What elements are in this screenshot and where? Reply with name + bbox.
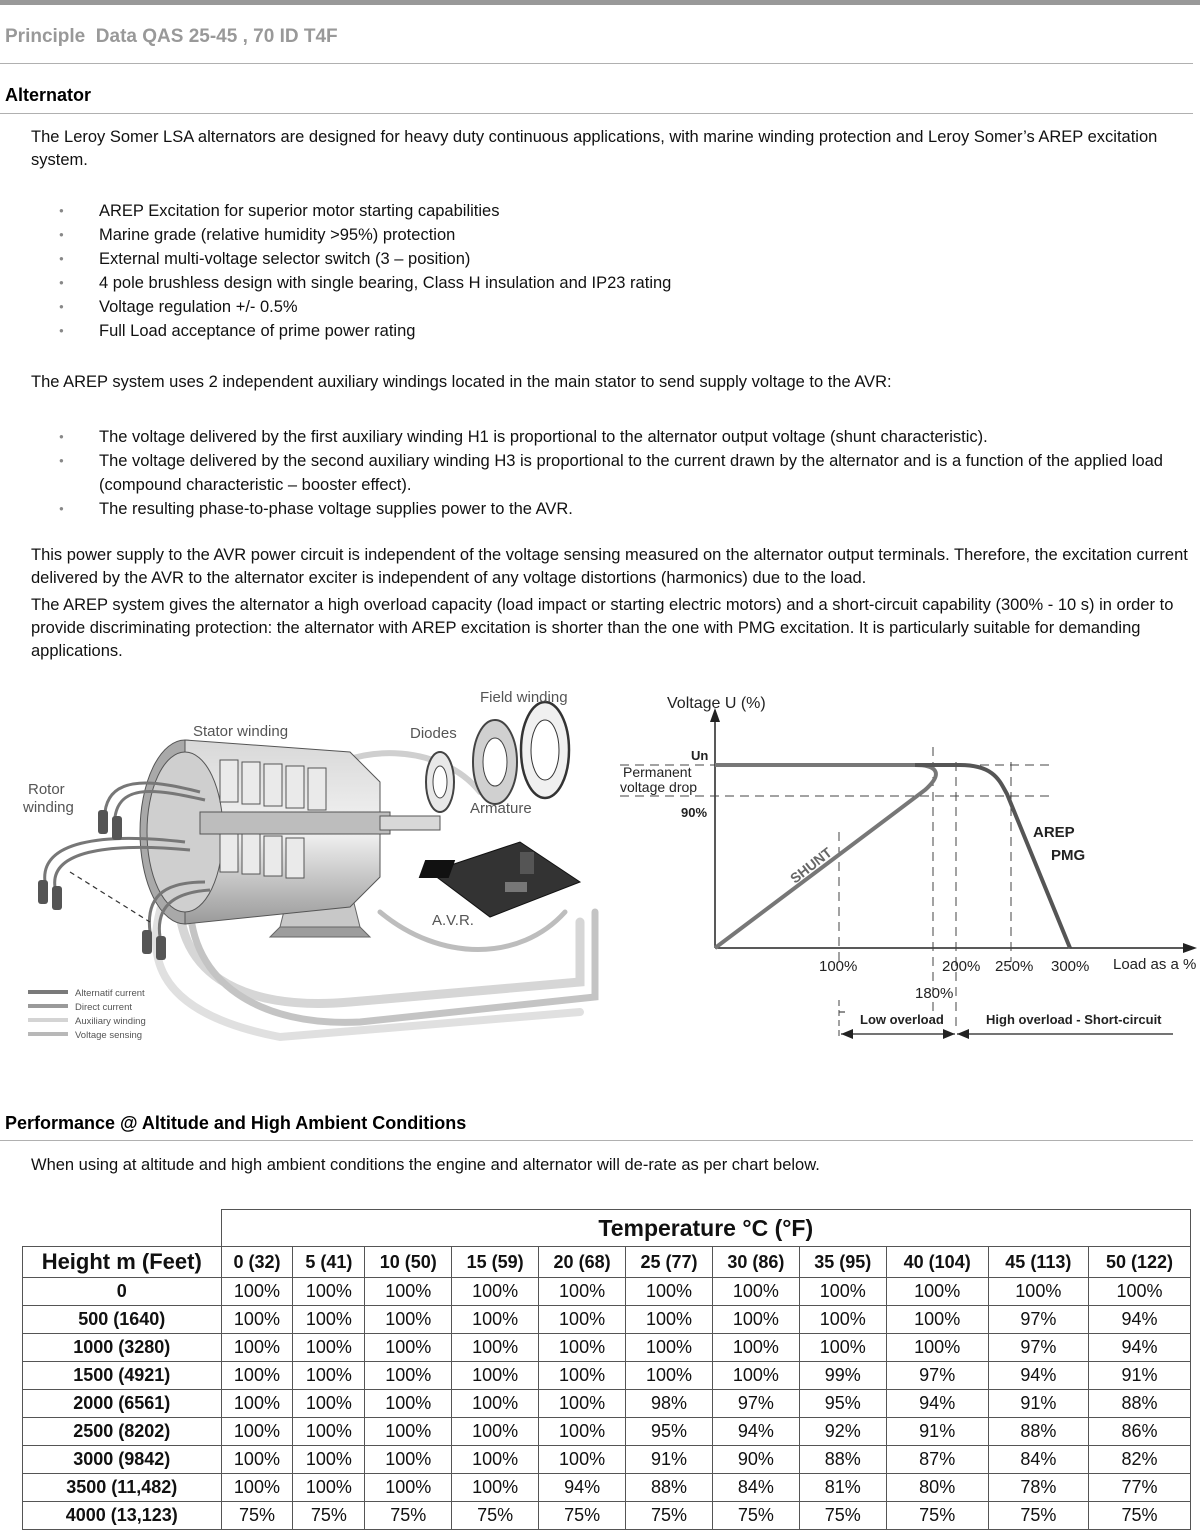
derate-value-cell: 100%: [452, 1306, 539, 1334]
feature-item: ● Full Load acceptance of prime power rating: [31, 319, 1191, 343]
derate-value-cell: 100%: [712, 1362, 799, 1390]
derate-value-cell: 88%: [988, 1418, 1088, 1446]
derate-value-cell: 94%: [886, 1390, 988, 1418]
derate-value-cell: 94%: [988, 1362, 1088, 1390]
temperature-column-header: 40 (104): [886, 1247, 988, 1278]
stator-housing: [140, 740, 440, 924]
derate-value-cell: 78%: [988, 1474, 1088, 1502]
height-cell: 1500 (4921): [23, 1362, 222, 1390]
performance-intro: When using at altitude and high ambient conditions the engine and alternator will de-rate as per chart below.: [31, 1156, 820, 1174]
temperature-column-header: 10 (50): [365, 1247, 452, 1278]
legend-direct: Direct current: [75, 1002, 133, 1013]
table-row: [23, 1362, 1191, 1390]
derate-value-cell: 100%: [988, 1278, 1088, 1306]
derate-value-cell: 97%: [712, 1390, 799, 1418]
derate-value-cell: 100%: [539, 1334, 626, 1362]
x-axis-label: Load as a %: [1113, 956, 1197, 973]
derate-value-cell: 100%: [452, 1362, 539, 1390]
derate-value-cell: 100%: [626, 1306, 713, 1334]
derate-value-cell: 75%: [626, 1502, 713, 1530]
table-row: [23, 1502, 1191, 1530]
derate-value-cell: 77%: [1089, 1474, 1191, 1502]
legend-sensing: Voltage sensing: [75, 1030, 143, 1041]
derate-value-cell: 87%: [886, 1446, 988, 1474]
height-cell: 3000 (9842): [23, 1446, 222, 1474]
height-cell: 0: [23, 1278, 222, 1306]
derate-value-cell: 92%: [799, 1418, 886, 1446]
table-row: [23, 1306, 1191, 1334]
derate-value-cell: 91%: [988, 1390, 1088, 1418]
derate-value-cell: 100%: [452, 1446, 539, 1474]
table-row: [23, 1418, 1191, 1446]
zone-low-arrowhead-left: [841, 1029, 853, 1039]
derate-value-cell: 91%: [886, 1418, 988, 1446]
derate-value-cell: 100%: [293, 1390, 365, 1418]
height-cell: 2500 (8202): [23, 1418, 222, 1446]
derate-value-cell: 100%: [452, 1418, 539, 1446]
alternator-intro: The Leroy Somer LSA alternators are designed for heavy duty continuous applications, with marine winding protection and Leroy Somer’s AREP excitation system.: [31, 128, 1158, 169]
derate-value-cell: 100%: [221, 1306, 293, 1334]
derate-value-cell: 94%: [1089, 1334, 1191, 1362]
derate-value-cell: 100%: [626, 1278, 713, 1306]
feature-item: ● AREP Excitation for superior motor starting capabilities: [31, 199, 1191, 223]
voltage-load-chart: [615, 682, 1200, 1042]
derate-value-cell: 75%: [539, 1502, 626, 1530]
feature-item: ● External multi-voltage selector switch (3 – position): [31, 247, 1191, 271]
label-armature: Armature: [470, 800, 532, 817]
temperature-column-header: 5 (41): [293, 1247, 365, 1278]
zone-high-label: High overload - Short-circuit: [986, 1012, 1162, 1027]
temperature-column-header: 45 (113): [988, 1247, 1088, 1278]
derate-value-cell: 100%: [799, 1334, 886, 1362]
legend-alternating: Alternatif current: [75, 988, 145, 999]
derate-value-cell: 100%: [293, 1306, 365, 1334]
armature: [473, 720, 517, 804]
derate-value-cell: 91%: [626, 1446, 713, 1474]
derate-table: [22, 1209, 1191, 1530]
legend-auxiliary: Auxiliary winding: [75, 1016, 146, 1027]
zone-high-arrowhead: [957, 1029, 969, 1039]
feature-item: ● Voltage regulation +/- 0.5%: [31, 295, 1191, 319]
temperature-column-header: 35 (95): [799, 1247, 886, 1278]
derate-value-cell: 100%: [293, 1278, 365, 1306]
top-border: [0, 0, 1200, 5]
temperature-header: Temperature °C (°F): [221, 1210, 1191, 1247]
derate-value-cell: 100%: [452, 1278, 539, 1306]
table-row: [23, 1334, 1191, 1362]
alternator-diagram: [20, 682, 600, 1047]
derate-value-cell: 100%: [293, 1474, 365, 1502]
derate-value-cell: 100%: [539, 1418, 626, 1446]
derate-value-cell: 75%: [221, 1502, 293, 1530]
height-cell: 2000 (6561): [23, 1390, 222, 1418]
derate-value-cell: 100%: [293, 1446, 365, 1474]
derate-value-cell: 94%: [712, 1418, 799, 1446]
y-tick-permanent: Permanent: [623, 764, 692, 780]
title-divider: [0, 63, 1193, 64]
derate-value-cell: 100%: [365, 1278, 452, 1306]
arep-label: AREP: [1033, 824, 1075, 841]
derate-value-cell: 100%: [365, 1362, 452, 1390]
height-cell: 500 (1640): [23, 1306, 222, 1334]
derate-value-cell: 100%: [712, 1334, 799, 1362]
temperature-column-header: 30 (86): [712, 1247, 799, 1278]
derate-value-cell: 75%: [988, 1502, 1088, 1530]
derate-value-cell: 100%: [221, 1278, 293, 1306]
derate-value-cell: 95%: [799, 1390, 886, 1418]
derate-value-cell: 100%: [886, 1306, 988, 1334]
derate-value-cell: 100%: [539, 1362, 626, 1390]
temperature-column-header: 15 (59): [452, 1247, 539, 1278]
height-cell: 1000 (3280): [23, 1334, 222, 1362]
pmg-label: PMG: [1051, 847, 1086, 864]
derate-value-cell: 97%: [886, 1362, 988, 1390]
derate-value-cell: 100%: [452, 1390, 539, 1418]
derate-value-cell: 75%: [293, 1502, 365, 1530]
arep-pmg-curve: [915, 765, 1070, 948]
diagram-legend: [28, 988, 146, 1041]
derate-value-cell: 94%: [539, 1474, 626, 1502]
derate-value-cell: 100%: [221, 1446, 293, 1474]
feature-item: ● Marine grade (relative humidity >95%) protection: [31, 223, 1191, 247]
temperature-column-header: 20 (68): [539, 1247, 626, 1278]
derate-value-cell: 100%: [365, 1474, 452, 1502]
derate-value-cell: 100%: [886, 1334, 988, 1362]
zone-low-arrowhead-right: [943, 1029, 955, 1039]
table-row: [23, 1390, 1191, 1418]
label-field-winding: Field winding: [480, 689, 568, 706]
arep-points-list: [31, 425, 1191, 521]
derate-value-cell: 100%: [712, 1278, 799, 1306]
arep-intro: The AREP system uses 2 independent auxiliary windings located in the main stator to send supply voltage to the AVR:: [31, 373, 892, 391]
derate-value-cell: 100%: [886, 1278, 988, 1306]
arep-point-item: ● The voltage delivered by the first auxiliary winding H1 is proportional to the alternator output voltage (shunt characteristic).: [31, 425, 1191, 449]
label-winding: winding: [23, 799, 74, 816]
x-tick-180: 180%: [915, 985, 954, 1002]
derate-value-cell: 100%: [221, 1362, 293, 1390]
derate-value-cell: 81%: [799, 1474, 886, 1502]
derate-value-cell: 100%: [452, 1334, 539, 1362]
x-axis-arrow: [1183, 943, 1197, 953]
alternator-divider: [0, 113, 1193, 114]
feature-item: ● 4 pole brushless design with single bearing, Class H insulation and IP23 rating: [31, 271, 1191, 295]
height-cell: 4000 (13,123): [23, 1502, 222, 1530]
table-row: [23, 1474, 1191, 1502]
derate-value-cell: 100%: [539, 1278, 626, 1306]
derate-value-cell: 100%: [365, 1418, 452, 1446]
derate-value-cell: 88%: [626, 1474, 713, 1502]
derate-value-cell: 100%: [539, 1446, 626, 1474]
derate-value-cell: 86%: [1089, 1418, 1191, 1446]
derate-value-cell: 100%: [799, 1278, 886, 1306]
field-winding: [521, 702, 569, 798]
power-paragraph: This power supply to the AVR power circuit is independent of the voltage sensing measured on the alternator output terminals. Therefore, the excitation current delivered by the AVR to the alternator exciter is independent of any voltage distortions (harmonics) due to the load.: [31, 546, 1188, 587]
x-tick-100: 100%: [819, 958, 858, 975]
derate-value-cell: 82%: [1089, 1446, 1191, 1474]
performance-divider: [0, 1140, 1193, 1141]
derate-value-cell: 75%: [799, 1502, 886, 1530]
column-header-row: [23, 1247, 1191, 1278]
derate-value-cell: 84%: [988, 1446, 1088, 1474]
derate-value-cell: 75%: [712, 1502, 799, 1530]
height-header: Height m (Feet): [23, 1247, 222, 1278]
derate-value-cell: 100%: [365, 1334, 452, 1362]
derate-value-cell: 100%: [221, 1334, 293, 1362]
arep-point-item: ● The resulting phase-to-phase voltage supplies power to the AVR.: [31, 497, 1191, 521]
label-diodes: Diodes: [410, 725, 457, 742]
temperature-header-row: [23, 1210, 1191, 1247]
derate-value-cell: 97%: [988, 1306, 1088, 1334]
derate-value-cell: 100%: [221, 1474, 293, 1502]
derate-value-cell: 91%: [1089, 1362, 1191, 1390]
derate-value-cell: 88%: [1089, 1390, 1191, 1418]
y-tick-90: 90%: [681, 805, 708, 820]
derate-value-cell: 100%: [293, 1334, 365, 1362]
derate-value-cell: 84%: [712, 1474, 799, 1502]
derate-value-cell: 99%: [799, 1362, 886, 1390]
derate-value-cell: 100%: [452, 1474, 539, 1502]
derate-value-cell: 80%: [886, 1474, 988, 1502]
label-stator-winding: Stator winding: [193, 723, 289, 740]
x-tick-300: 300%: [1051, 958, 1090, 975]
label-rotor: Rotor: [28, 781, 65, 798]
height-cell: 3500 (11,482): [23, 1474, 222, 1502]
derate-value-cell: 100%: [626, 1334, 713, 1362]
derate-value-cell: 100%: [799, 1306, 886, 1334]
derate-value-cell: 75%: [1089, 1502, 1191, 1530]
derate-value-cell: 97%: [988, 1334, 1088, 1362]
table-corner: [23, 1210, 222, 1247]
derate-value-cell: 90%: [712, 1446, 799, 1474]
derate-value-cell: 100%: [365, 1306, 452, 1334]
x-tick-250: 250%: [995, 958, 1034, 975]
derate-value-cell: 75%: [365, 1502, 452, 1530]
derate-value-cell: 100%: [221, 1418, 293, 1446]
derate-value-cell: 100%: [365, 1390, 452, 1418]
derate-value-cell: 100%: [712, 1306, 799, 1334]
derate-value-cell: 100%: [539, 1390, 626, 1418]
derate-value-cell: 95%: [626, 1418, 713, 1446]
arep-point-item: ● The voltage delivered by the second auxiliary winding H3 is proportional to the current drawn by the alternator and is a function of the applied load (compound characteristic – booster effect).: [31, 449, 1191, 497]
derate-value-cell: 100%: [293, 1362, 365, 1390]
derate-value-cell: 100%: [365, 1446, 452, 1474]
derate-value-cell: 100%: [539, 1306, 626, 1334]
zone-low-label: Low overload: [860, 1012, 944, 1027]
y-tick-voltage-drop: voltage drop: [620, 779, 698, 795]
derate-value-cell: 75%: [886, 1502, 988, 1530]
x-tick-200: 200%: [942, 958, 981, 975]
table-row: [23, 1446, 1191, 1474]
overload-paragraph: The AREP system gives the alternator a high overload capacity (load impact or starting electric motors) and a short-circuit capability (300% - 10 s) in order to provide discriminating protection: the alternator with AREP excitation is shorter than the one with PMG excitation. It is particularly suitable for demanding applications.: [31, 596, 1174, 660]
temperature-column-header: 0 (32): [221, 1247, 293, 1278]
diodes-ring: [426, 752, 454, 812]
temperature-column-header: 25 (77): [626, 1247, 713, 1278]
derate-value-cell: 98%: [626, 1390, 713, 1418]
avr-board: [419, 842, 580, 917]
derate-value-cell: 100%: [1089, 1278, 1191, 1306]
table-row: [23, 1278, 1191, 1306]
derate-value-cell: 94%: [1089, 1306, 1191, 1334]
performance-heading: Performance @ Altitude and High Ambient Conditions: [5, 1113, 467, 1133]
label-avr: A.V.R.: [432, 912, 474, 929]
derate-value-cell: 100%: [293, 1418, 365, 1446]
derate-value-cell: 88%: [799, 1446, 886, 1474]
shunt-label: SHUNT: [786, 844, 835, 887]
derate-value-cell: 75%: [452, 1502, 539, 1530]
features-list: [31, 199, 1191, 343]
y-tick-un: Un: [691, 748, 709, 763]
y-axis-label: Voltage U (%): [667, 695, 766, 712]
derate-value-cell: 100%: [626, 1362, 713, 1390]
derate-value-cell: 100%: [221, 1390, 293, 1418]
alternator-heading: Alternator: [5, 85, 92, 105]
temperature-column-header: 50 (122): [1089, 1247, 1191, 1278]
document-title: Principle Data QAS 25-45 , 70 ID T4F: [5, 26, 338, 47]
